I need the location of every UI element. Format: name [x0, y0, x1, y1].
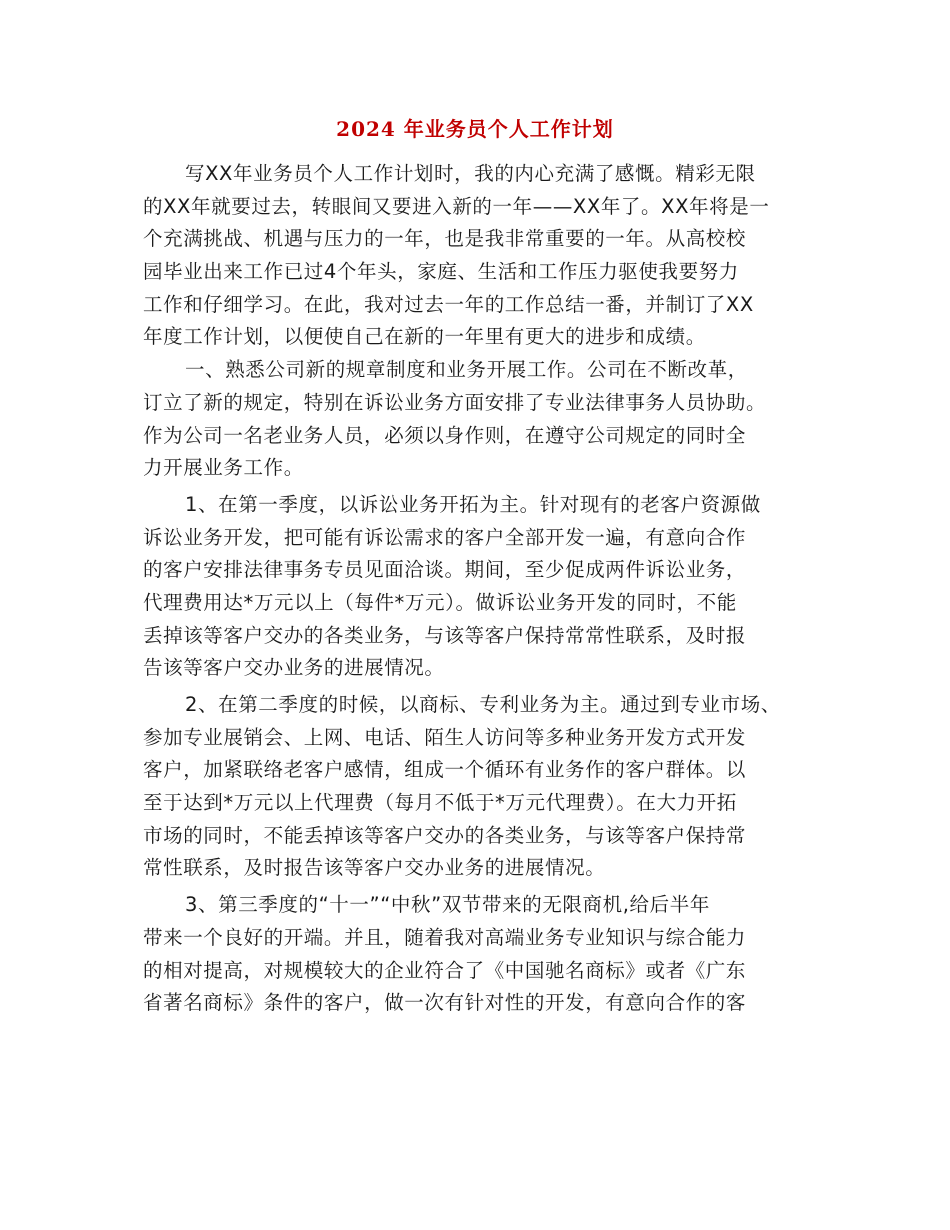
- text-line: 省著名商标》条件的客户，做一次有针对性的开发，有意向合作的客: [143, 991, 747, 1015]
- text-line: 带来一个良好的开端。并且，随着我对高端业务专业知识与综合能力: [143, 925, 747, 949]
- text-line: 力开展业务工作。: [143, 456, 304, 480]
- text-line: 的客户安排法律事务专员见面洽谈。期间，至少促成两件诉讼业务，: [143, 558, 747, 582]
- text-line: 1、在第一季度，以诉讼业务开拓为主。针对现有的老客户资源做: [185, 492, 761, 516]
- text-line: 2、在第二季度的时候，以商标、专利业务为主。通过到专业市场、: [185, 693, 781, 716]
- text-line: 告该等客户交办业务的进展情况。: [143, 656, 445, 680]
- text-line: 写XX年业务员个人工作计划时，我的内心充满了感慨。精彩无限: [185, 162, 756, 185]
- text-line: 诉讼业务开发，把可能有诉讼需求的客户全部开发一遍，有意向合作: [143, 525, 747, 549]
- text-line: 市场的同时，不能丢掉该等客户交办的各类业务，与该等客户保持常: [143, 823, 747, 847]
- text-line: 3、第三季度的“十一”“中秋”双节带来的无限商机,给后半年: [185, 893, 710, 917]
- document-title: 2024 年业务员个人工作计划: [336, 117, 614, 141]
- text-line: 至于达到*万元以上代理费（每月不低于*万元代理费）。在大力开拓: [143, 791, 737, 815]
- text-line: 参加专业展销会、上网、电话、陌生人访问等多种业务开发方式开发: [143, 725, 747, 749]
- text-line: 的XX年就要过去，转眼间又要进入新的一年——XX年了。XX年将是一: [143, 194, 770, 218]
- text-line: 的相对提高，对规模较大的企业符合了《中国驰名商标》或者《广东: [143, 958, 747, 982]
- text-line: 丢掉该等客户交办的各类业务，与该等客户保持常常性联系，及时报: [143, 623, 747, 647]
- text-line: 作为公司一名老业务人员，必须以身作则，在遵守公司规定的同时全: [143, 423, 747, 447]
- text-line: 订立了新的规定，特别在诉讼业务方面安排了专业法律事务人员协助。: [143, 390, 767, 414]
- text-line: 一、熟悉公司新的规章制度和业务开展工作。公司在不断改革，: [185, 358, 748, 382]
- document-body: [143, 158, 803, 1020]
- text-line: 个充满挑战、机遇与压力的一年，也是我非常重要的一年。从高校校: [143, 227, 747, 251]
- text-line: 工作和仔细学习。在此，我对过去一年的工作总结一番，并制订了XX: [143, 292, 754, 316]
- text-line: 代理费用达*万元以上（每件*万元）。做诉讼业务开发的同时，不能: [143, 590, 737, 614]
- text-line: 常性联系，及时报告该等客户交办业务的进展情况。: [143, 856, 606, 880]
- text-line: 园毕业出来工作已过4个年头，家庭、生活和工作压力驱使我要努力: [143, 260, 739, 284]
- text-line: 年度工作计划，以便使自己在新的一年里有更大的进步和成绩。: [143, 325, 706, 349]
- text-line: 客户，加紧联络老客户感情，组成一个循环有业务作的客户群体。以: [143, 758, 747, 782]
